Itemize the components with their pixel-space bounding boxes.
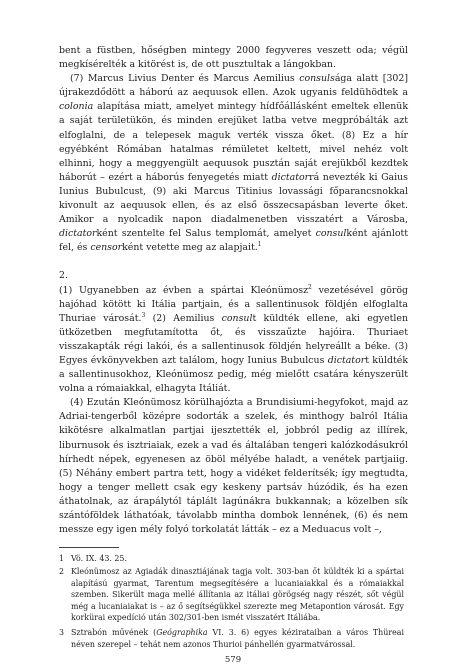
footnote-ref-3: 3 <box>141 311 146 319</box>
text-run: rá nevezték ki Gaius Iunius Bubulcust, (9) aki Marcus Titinius lovassági főparancsnokkal kivonult az aequusok ellen, és az első összecsapásban leverte őket. Amikor a nyolcadik napon diadalmenetben visszatért a Városba, <box>59 171 408 226</box>
footnote-divider <box>59 547 119 548</box>
footnote-ref-2: 2 <box>308 283 312 291</box>
footnote-number: 1 <box>59 554 65 563</box>
italic-term: censor <box>90 242 123 254</box>
footnote-3 <box>59 627 408 650</box>
text-run: t küldték a sallentinusokhoz, Kleónümosz pedig, még mielőtt csatára kényszerült volna a rómaiakkal, elhagyta Itáliát. <box>59 354 408 395</box>
footnote-text: Vö. IX. 43. 25. <box>71 554 127 563</box>
text-run: alapítása miatt, amelyet mintegy hídfőállásként emeltek ellenük a saját területükön, és minden erejüket latba vetve megpróbálták azt elfoglalni, de a telepesek maguk verték vissza őket. (8) Ez a hír egyébként Rómában hatalmas rémületet keltett, mivel nehéz volt elhinni, hogy a meggyengült aequusok pusztán saját erejükből kezdtek háborút – ezért a háborús fenyegetés miatt <box>59 101 408 183</box>
italic-term: consuls <box>299 73 335 85</box>
italic-term: consul <box>315 228 347 240</box>
main-text <box>59 44 408 537</box>
section-number: 2. <box>59 270 68 282</box>
italic-term: dictator <box>327 354 366 366</box>
footnote-ref-1: 1 <box>257 241 262 249</box>
paragraph-4: (4) Ezután Kleónümosz körülhajózta a Brundisiumi-hegyfokot, majd az Adriai-tengerből középre sodorták a szelek, és minthogy balról Itália kikötésre alkalmatlan partjai ijesztették el, jobbról pedig az illírek, liburnusok és isztriaiak, ezek a vad és általában tengeri kalózkodásukról hírhedt népek, egyenesen az öböl mélyébe haladt, a venétek partjaiig. (5) Néhány embert partra tett, hogy a vidéket felderítsék; így megtudta, hogy a tenger mellett csak egy keskeny partsáv húzódik, és ha ezen áthatolnak, az árapálytól táplált lagúnákra bukkannak; a közelben sík szántóföldek láthatóak, távolabb mintha dombok lennének, (6) és nem messze egy igen mély folyó torkolatát látták – ez a Meduacus volt –, <box>59 397 408 536</box>
text-run: (1) Ugyanebben az évben a spártai Kleónümosz <box>59 284 309 296</box>
footnote-number: 3 <box>59 628 65 637</box>
italic-term: consul <box>221 312 253 324</box>
text-run: ként szentelte fel Salus templomát, amelyet <box>96 228 316 240</box>
italic-term: dictator <box>271 171 310 183</box>
text-run: ként vetette meg az alapjait. <box>122 242 258 254</box>
paragraph-2 <box>59 72 408 255</box>
italic-term: dictator <box>59 228 97 240</box>
text-run: ként ajánlott fel, és <box>59 228 408 254</box>
text-run: t küldték ellene, aki egyetlen ütközetben megfutamította őt, és visszaűzte hajóira. Thuriaet visszakapták régi lakói, és a sallentinusok földjén helyreállt a béke. (3) Egyes évkönyvekben azt találom, hogy Iunius Bubulcus <box>59 312 408 366</box>
text-run: ága alatt [302] újrakezdődött a háború az aequusok ellen. Azok ugyanis feldühödtek a <box>59 73 409 99</box>
page-number: 579 <box>224 655 242 665</box>
italic-title: Geógraphika <box>156 628 208 637</box>
text-run: vezetésével görög hajóhad kötött ki Itália partjain, és a sallentinusok földjén elfoglalta Thuriae városát. <box>59 284 408 324</box>
paragraph-3 <box>59 284 408 397</box>
text-run: Sztrabón művének ( <box>71 628 157 637</box>
text-run: VI. 3. 6) egyes kézirataiban a város Thüreai néven szerepel – tehát nem azonos Thurioi pánhellén gyarmatvárossal. <box>71 628 405 649</box>
paragraph-1: bent a füstben, hőségben mintegy 2000 fegyveres veszett oda; végül megkísérelték a kitörést is, de ott pusztultak a lángokban. <box>59 45 408 71</box>
footnote-2 <box>59 566 408 624</box>
footnote-text <box>71 627 404 650</box>
footnote-number: 2 <box>59 567 65 576</box>
footnote-1 <box>59 553 408 565</box>
italic-term: colonia <box>59 101 94 113</box>
text-run: (2) Aemilius <box>145 312 222 324</box>
text-run: (7) Marcus Livius Denter és Marcus Aemilius <box>70 73 300 85</box>
footnote-text: Kleónümosz az Agiadák dinasztiájának tagja volt. 303-ban őt küldték ki a spártai alapítású gyarmat, Tarentum megsegítésére a lucaniaiakkal és a rómaiakkal szemben. Sikerült maga mellé állítania az itáliai görögség nagy részét, sőt végül még a lucaniaiakat is – az ő segítségükkel szerezte meg Metapontion városát. Egy korkürai expedíció után 302/301-ben ismét visszatért Itáliába. <box>71 567 404 623</box>
